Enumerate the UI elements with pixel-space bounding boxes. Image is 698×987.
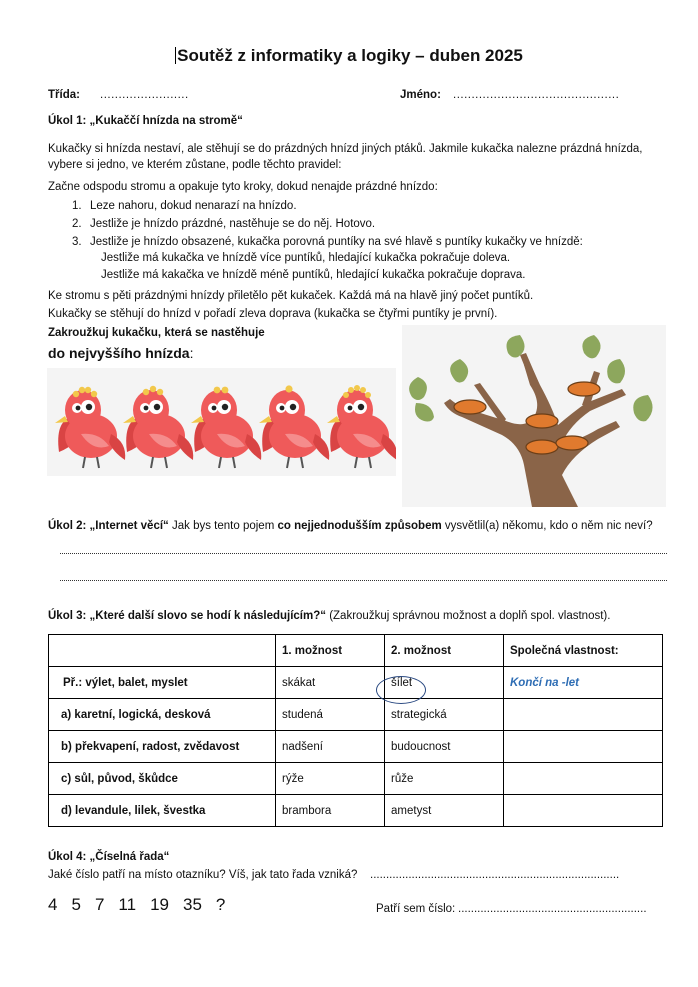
table-header-row [49,635,663,667]
task2-text3: vysvětlil(a) někomu, kdo o něm nic neví? [441,520,653,532]
table-cell-words: Př.: výlet, balet, myslet [49,667,276,699]
task1-start: Začne odspodu stromu a opakuje tyto kroky, dokud nenajde prázdné hnízdo: [48,181,438,193]
task1-intro-line1: Kukačky si hnízda nestaví, ale stěhují se do prázdných hnízd jiných ptáků. Jakmile kukačka nalezne prázdná hnízda, [48,143,643,155]
table-cell-property[interactable] [504,795,663,827]
task3-line [48,609,610,623]
sequence-number: 35 [182,895,202,914]
step-number: 3. [72,236,82,248]
table-cell-option2[interactable]: růže [385,763,504,795]
table-cell-option2[interactable]: strategická [385,699,504,731]
table-row [49,731,663,763]
table-cell-words: b) překvapení, radost, zvědavost [49,731,276,763]
table-cell-option1[interactable]: nadšení [276,731,385,763]
task2-text1: Jak bys tento pojem [168,520,278,532]
answer-circle-mark [376,676,426,704]
number-sequence [48,895,239,915]
task4-question: Jaké číslo patří na místo otazníku? Víš, jak tato řada vzniká? [48,869,358,881]
step-3-sub2: Jestliže má kakačka ve hnízdě méně puntíků, hledající kukačka pokračuje doprava. [101,269,526,281]
step-number: 1. [72,200,82,212]
sequence-number: 4 [48,895,58,914]
step-number: 2. [72,218,82,230]
page-title: Soutěž z informatiky a logiky – duben 2025 [0,46,698,66]
table-cell-option2[interactable]: budoucnost [385,731,504,763]
task1-question-line2 [48,345,193,361]
name-label: Jméno: [400,89,441,101]
task4-heading: Úkol 4: „Číselná řada“ [48,851,170,863]
name-field[interactable]: ............................................. [453,89,620,101]
table-cell-option2[interactable]: ametyst [385,795,504,827]
table-cell-option1[interactable]: skákat [276,667,385,699]
table-cell-option1[interactable]: rýže [276,763,385,795]
task1-paragraph1: Ke stromu s pěti prázdnými hnízdy přiletělo pět kukaček. Každá má na hlavě jiný počet puntíků. [48,290,534,302]
table-cell-option1[interactable]: brambora [276,795,385,827]
task3-note: (Zakroužkuj správnou možnost a doplň spol. vlastnost). [326,610,611,622]
tree-with-nests-image [402,325,666,507]
table-cell-property[interactable] [504,763,663,795]
table-cell-words: d) levandule, lilek, švestka [49,795,276,827]
task1-intro-line2: vybere si jedno, ve kterém zůstane, podle těchto pravidel: [48,159,342,171]
task1-question2: do nejvyššího hnízda [48,345,190,361]
task3-heading: Úkol 3: „Které další slovo se hodí k následujícím?“ [48,610,326,622]
task1-paragraph2: Kukačky se stěhují do hnízd v pořadí zleva doprava (kukačka se čtyřmi puntíky je první). [48,308,498,320]
step-2: Jestliže je hnízdo prázdné, nastěhuje se do něj. Hotovo. [90,218,376,230]
answer-label: Patří sem číslo: [376,903,456,915]
task4-question-line[interactable]: .............................................................................. [370,869,620,881]
cuckoo-birds-image [47,368,396,476]
table-row [49,795,663,827]
class-field[interactable]: ........................ [100,89,189,101]
task2-line [48,519,653,533]
sequence-number: 5 [71,895,81,914]
task2-answer-line-2[interactable] [60,580,667,581]
task2-heading: Úkol 2: „Internet věcí“ [48,520,169,532]
table-cell-option2[interactable]: šílet [385,667,504,699]
step-1: Leze nahoru, dokud nenarazí na hnízdo. [90,200,297,212]
answer-field[interactable]: ........................................................... [458,903,647,915]
table-cell-words: c) sůl, původ, škůdce [49,763,276,795]
table-header [49,635,276,667]
sequence-number: 11 [118,895,137,914]
table-cell-words: a) karetní, logická, desková [49,699,276,731]
task2-answer-line-1[interactable] [60,553,667,554]
sequence-question-mark: ? [215,895,226,914]
table-cell-property[interactable] [504,699,663,731]
step-3: Jestliže je hnízdo obsazené, kukačka porovná puntíky na své hlavě s puntíky kukačky ve hnízdě: [90,236,583,248]
table-row [49,763,663,795]
table-row [49,699,663,731]
table-row [49,667,663,699]
table-header: 2. možnost [385,635,504,667]
sequence-number: 7 [94,895,105,914]
task1-question: Zakroužkuj kukačku, která se nastěhuje [48,327,265,339]
table-header: 1. možnost [276,635,385,667]
class-label: Třída: [48,89,80,101]
colon: : [189,345,194,361]
task1-heading: Úkol 1: „Kukaččí hnízda na stromě“ [48,115,243,127]
table-cell-property[interactable]: Končí na -let [504,667,663,699]
sequence-number: 19 [150,895,169,914]
task2-text-bold: co nejjednodušším způsobem [277,520,442,532]
step-3-sub1: Jestliže má kukačka ve hnízdě více puntíků, hledající kukačka pokračuje doleva. [101,252,511,264]
task3-table [48,634,663,827]
table-header: Společná vlastnost: [504,635,663,667]
table-cell-property[interactable] [504,731,663,763]
table-cell-option1[interactable]: studená [276,699,385,731]
